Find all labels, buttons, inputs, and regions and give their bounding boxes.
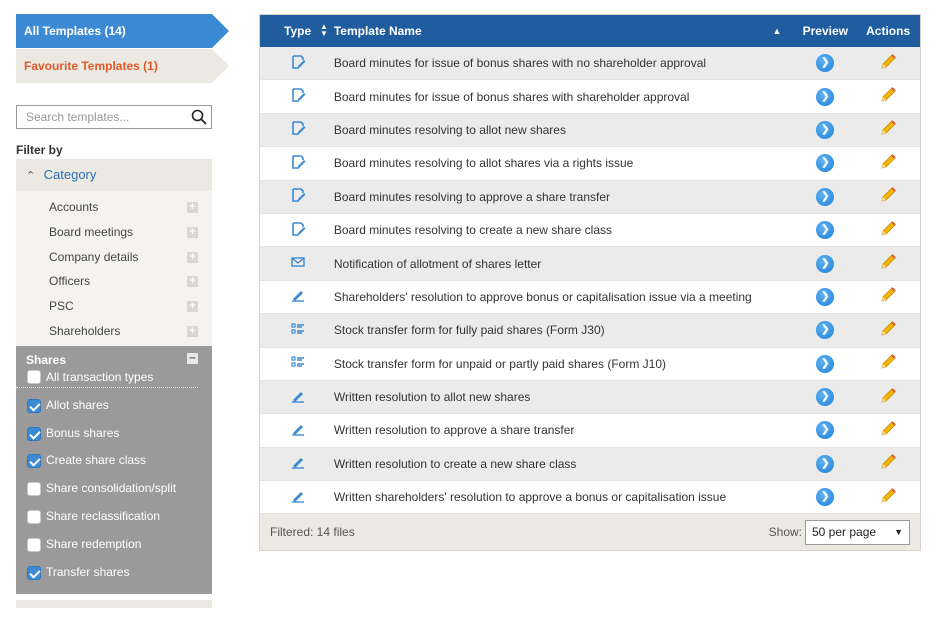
type-cell — [260, 87, 334, 106]
shares-option-label: Allot shares — [46, 397, 109, 412]
table-row[interactable] — [260, 348, 920, 381]
category-item-accounts[interactable] — [16, 195, 212, 220]
category-item-officers[interactable] — [16, 269, 212, 294]
edit-pencil-icon[interactable] — [879, 119, 897, 140]
preview-cell — [794, 121, 856, 139]
type-header-label: Type — [284, 24, 312, 38]
type-cell — [260, 187, 334, 206]
actions-cell — [856, 53, 920, 74]
table-footer — [260, 514, 920, 550]
edit-pencil-icon[interactable] — [879, 420, 897, 441]
chevron-up-icon: ⌃ — [26, 170, 36, 182]
shares-option-transfer[interactable] — [16, 559, 212, 587]
category-item-shareholders[interactable] — [16, 319, 212, 344]
table-row[interactable] — [260, 47, 920, 80]
edit-pencil-icon[interactable] — [879, 153, 897, 174]
table-body — [260, 47, 920, 514]
signature-pen-icon — [290, 287, 306, 306]
template-name-column-header[interactable]: Template Name — [333, 24, 422, 38]
form-list-icon — [290, 354, 306, 373]
actions-cell — [856, 353, 920, 374]
preview-arrow-icon[interactable]: ❯ — [816, 154, 834, 172]
category-item-label: PSC — [49, 299, 74, 314]
preview-arrow-icon[interactable]: ❯ — [816, 355, 834, 373]
edit-pencil-icon[interactable] — [879, 320, 897, 341]
table-row[interactable] — [260, 247, 920, 280]
preview-cell — [794, 288, 856, 306]
edit-pencil-icon[interactable] — [879, 86, 897, 107]
shares-option-bonus[interactable] — [16, 420, 212, 448]
shares-option-redemption[interactable] — [16, 531, 212, 559]
shares-option-label: Create share class — [46, 453, 147, 468]
preview-arrow-icon[interactable]: ❯ — [816, 288, 834, 306]
edit-pencil-icon[interactable] — [879, 353, 897, 374]
table-row[interactable] — [260, 381, 920, 414]
actions-cell — [856, 487, 920, 508]
board-minutes-icon — [290, 54, 306, 73]
shares-header[interactable] — [16, 349, 212, 368]
checkbox[interactable] — [27, 427, 41, 441]
board-minutes-icon — [290, 87, 306, 106]
checkbox[interactable] — [27, 566, 41, 580]
preview-cell — [794, 388, 856, 406]
expand-plus-icon[interactable]: + — [187, 301, 198, 312]
template-name[interactable]: Written resolution to allot new shares — [333, 390, 531, 405]
template-name[interactable]: Board minutes resolving to allot new shares — [333, 122, 566, 137]
edit-pencil-icon[interactable] — [879, 253, 897, 274]
shares-filter-panel — [16, 346, 212, 595]
category-item-label: Accounts — [49, 200, 99, 214]
preview-arrow-icon[interactable]: ❯ — [816, 488, 834, 506]
template-name[interactable]: Board minutes resolving to allot shares via a rights issue — [333, 156, 634, 171]
preview-arrow-icon[interactable]: ❯ — [816, 321, 834, 339]
table-row[interactable] — [260, 314, 920, 347]
preview-arrow-icon[interactable]: ❯ — [816, 188, 834, 206]
shares-option-label: Share consolidation/split — [46, 481, 177, 496]
edit-pencil-icon[interactable] — [879, 453, 897, 474]
expand-plus-icon[interactable]: + — [187, 326, 198, 337]
per-page-control — [769, 520, 910, 545]
category-item-label: Officers — [49, 274, 91, 289]
collapse-minus-icon[interactable]: – — [187, 353, 198, 364]
category-item-board-meetings[interactable] — [16, 220, 212, 245]
table-header — [260, 15, 920, 47]
board-minutes-icon — [290, 187, 306, 206]
preview-cell — [794, 321, 856, 339]
type-cell — [260, 488, 334, 507]
template-name[interactable]: Board minutes for issue of bonus shares with shareholder approval — [333, 89, 690, 104]
search-input[interactable] — [17, 106, 177, 128]
edit-pencil-icon[interactable] — [879, 186, 897, 207]
checkbox[interactable] — [27, 454, 41, 468]
shares-option-label: Share reclassification — [46, 508, 161, 523]
signature-pen-icon — [290, 454, 306, 473]
checkbox[interactable] — [27, 482, 41, 496]
actions-cell — [856, 153, 920, 174]
board-minutes-icon — [290, 221, 306, 240]
category-item-label: Company details — [49, 249, 139, 264]
preview-arrow-icon[interactable]: ❯ — [816, 421, 834, 439]
preview-arrow-icon[interactable]: ❯ — [816, 54, 834, 72]
actions-cell — [856, 420, 920, 441]
search-box — [16, 105, 212, 129]
board-minutes-icon — [290, 120, 306, 139]
table-row[interactable] — [260, 448, 920, 481]
expand-plus-icon[interactable]: + — [187, 202, 198, 213]
filtered-count: Filtered: 14 files — [270, 525, 355, 540]
per-page-select[interactable] — [805, 520, 910, 545]
type-column-header[interactable] — [260, 24, 334, 38]
sidebar — [16, 14, 212, 608]
actions-cell — [856, 453, 920, 474]
preview-cell — [794, 54, 856, 72]
tab-favourite-templates[interactable]: Favourite Templates (1) — [16, 49, 212, 83]
table-row[interactable] — [260, 114, 920, 147]
table-row[interactable] — [260, 80, 920, 113]
template-name[interactable]: Written resolution to create a new share class — [333, 456, 577, 471]
category-toggle[interactable] — [16, 159, 212, 191]
edit-pencil-icon[interactable] — [879, 387, 897, 408]
type-cell — [260, 254, 334, 273]
category-list — [16, 191, 212, 346]
checkbox[interactable] — [27, 510, 41, 524]
shares-option-consolidation[interactable] — [16, 475, 212, 503]
shares-label: Shares — [26, 352, 67, 367]
dropdown-caret-icon: ▼ — [894, 526, 903, 537]
table-row[interactable] — [260, 414, 920, 447]
type-cell — [260, 321, 334, 340]
shares-option-allot[interactable] — [16, 392, 212, 420]
checkbox[interactable] — [27, 399, 41, 413]
shares-option-create-class[interactable] — [16, 447, 212, 475]
signature-pen-icon — [290, 388, 306, 407]
type-cell — [260, 154, 334, 173]
filter-by-label: Filter by — [16, 143, 63, 157]
type-cell — [260, 354, 334, 373]
category-label: Category — [43, 167, 97, 182]
actions-cell — [856, 220, 920, 241]
sort-both-icon[interactable]: ▲ ▼ — [320, 22, 328, 38]
preview-cell — [794, 88, 856, 106]
type-cell — [260, 54, 334, 73]
category-item-label: Board meetings — [49, 224, 134, 239]
actions-cell — [856, 119, 920, 140]
shares-option-all[interactable] — [16, 368, 198, 388]
shares-option-reclassification[interactable] — [16, 503, 212, 531]
preview-arrow-icon[interactable]: ❯ — [816, 255, 834, 273]
preview-cell — [794, 255, 856, 273]
preview-arrow-icon[interactable]: ❯ — [816, 121, 834, 139]
actions-cell — [856, 253, 920, 274]
per-page-value: 50 per page — [812, 524, 877, 539]
envelope-icon — [290, 254, 306, 273]
category-item-company-details[interactable] — [16, 245, 212, 270]
actions-cell — [856, 186, 920, 207]
form-list-icon — [290, 321, 306, 340]
expand-plus-icon[interactable]: + — [187, 227, 198, 238]
type-cell — [260, 421, 334, 440]
board-minutes-icon — [290, 154, 306, 173]
table-row[interactable] — [260, 214, 920, 247]
preview-column-header: Preview — [802, 24, 848, 38]
checkbox[interactable] — [27, 538, 41, 552]
preview-cell — [794, 154, 856, 172]
table-row[interactable] — [260, 281, 920, 314]
expand-plus-icon[interactable]: + — [187, 252, 198, 263]
edit-pencil-icon[interactable] — [879, 487, 897, 508]
actions-cell — [856, 387, 920, 408]
preview-arrow-icon[interactable]: ❯ — [816, 88, 834, 106]
preview-cell — [794, 455, 856, 473]
shares-option-label: Bonus shares — [46, 425, 120, 440]
search-icon[interactable] — [191, 109, 207, 125]
sidebar-next-section — [16, 600, 212, 608]
type-cell — [260, 221, 334, 240]
template-name[interactable]: Board minutes resolving to create a new share class — [333, 223, 612, 238]
template-name[interactable]: Board minutes resolving to approve a share transfer — [333, 189, 611, 204]
type-cell — [260, 388, 334, 407]
signature-pen-icon — [290, 421, 306, 440]
table-row[interactable] — [260, 147, 920, 180]
template-name[interactable]: Board minutes for issue of bonus shares with no shareholder approval — [333, 56, 707, 71]
preview-arrow-icon[interactable]: ❯ — [816, 388, 834, 406]
preview-cell — [794, 421, 856, 439]
checkbox[interactable] — [27, 370, 41, 384]
template-name[interactable]: Notification of allotment of shares letter — [333, 256, 542, 271]
template-name[interactable]: Stock transfer form for unpaid or partly paid shares (Form J10) — [333, 356, 666, 371]
preview-cell — [794, 488, 856, 506]
sort-ascending-icon[interactable]: ▲ — [772, 26, 782, 36]
shares-option-label: Transfer shares — [46, 564, 130, 579]
edit-pencil-icon[interactable] — [879, 286, 897, 307]
preview-cell — [794, 188, 856, 206]
actions-column-header: Actions — [866, 24, 911, 38]
type-cell — [260, 454, 334, 473]
category-item-label: Shareholders — [49, 323, 121, 338]
table-row[interactable] — [260, 181, 920, 214]
actions-cell — [856, 86, 920, 107]
template-name[interactable]: Written shareholders' resolution to approve a bonus or capitalisation issue — [333, 490, 727, 505]
category-item-psc[interactable] — [16, 294, 212, 319]
templates-table — [259, 14, 921, 551]
actions-cell — [856, 320, 920, 341]
show-label: Show: — [768, 525, 802, 540]
signature-pen-icon — [290, 488, 306, 507]
edit-pencil-icon[interactable] — [879, 220, 897, 241]
table-row[interactable] — [260, 481, 920, 514]
template-name[interactable]: Written resolution to approve a share transfer — [333, 423, 575, 438]
preview-cell — [794, 221, 856, 239]
preview-arrow-icon[interactable]: ❯ — [816, 455, 834, 473]
shares-option-label: Share redemption — [46, 536, 142, 551]
tab-all-templates[interactable]: All Templates (14) — [16, 14, 212, 48]
edit-pencil-icon[interactable] — [879, 53, 897, 74]
preview-cell — [794, 355, 856, 373]
type-cell — [260, 120, 334, 139]
template-name[interactable]: Shareholders' resolution to approve bonus or capitalisation issue via a meeting — [333, 289, 752, 304]
expand-plus-icon[interactable]: + — [187, 276, 198, 287]
preview-arrow-icon[interactable]: ❯ — [816, 221, 834, 239]
template-name[interactable]: Stock transfer form for fully paid shares (Form J30) — [333, 323, 605, 338]
type-cell — [260, 287, 334, 306]
actions-cell — [856, 286, 920, 307]
shares-option-label: All transaction types — [46, 369, 154, 384]
